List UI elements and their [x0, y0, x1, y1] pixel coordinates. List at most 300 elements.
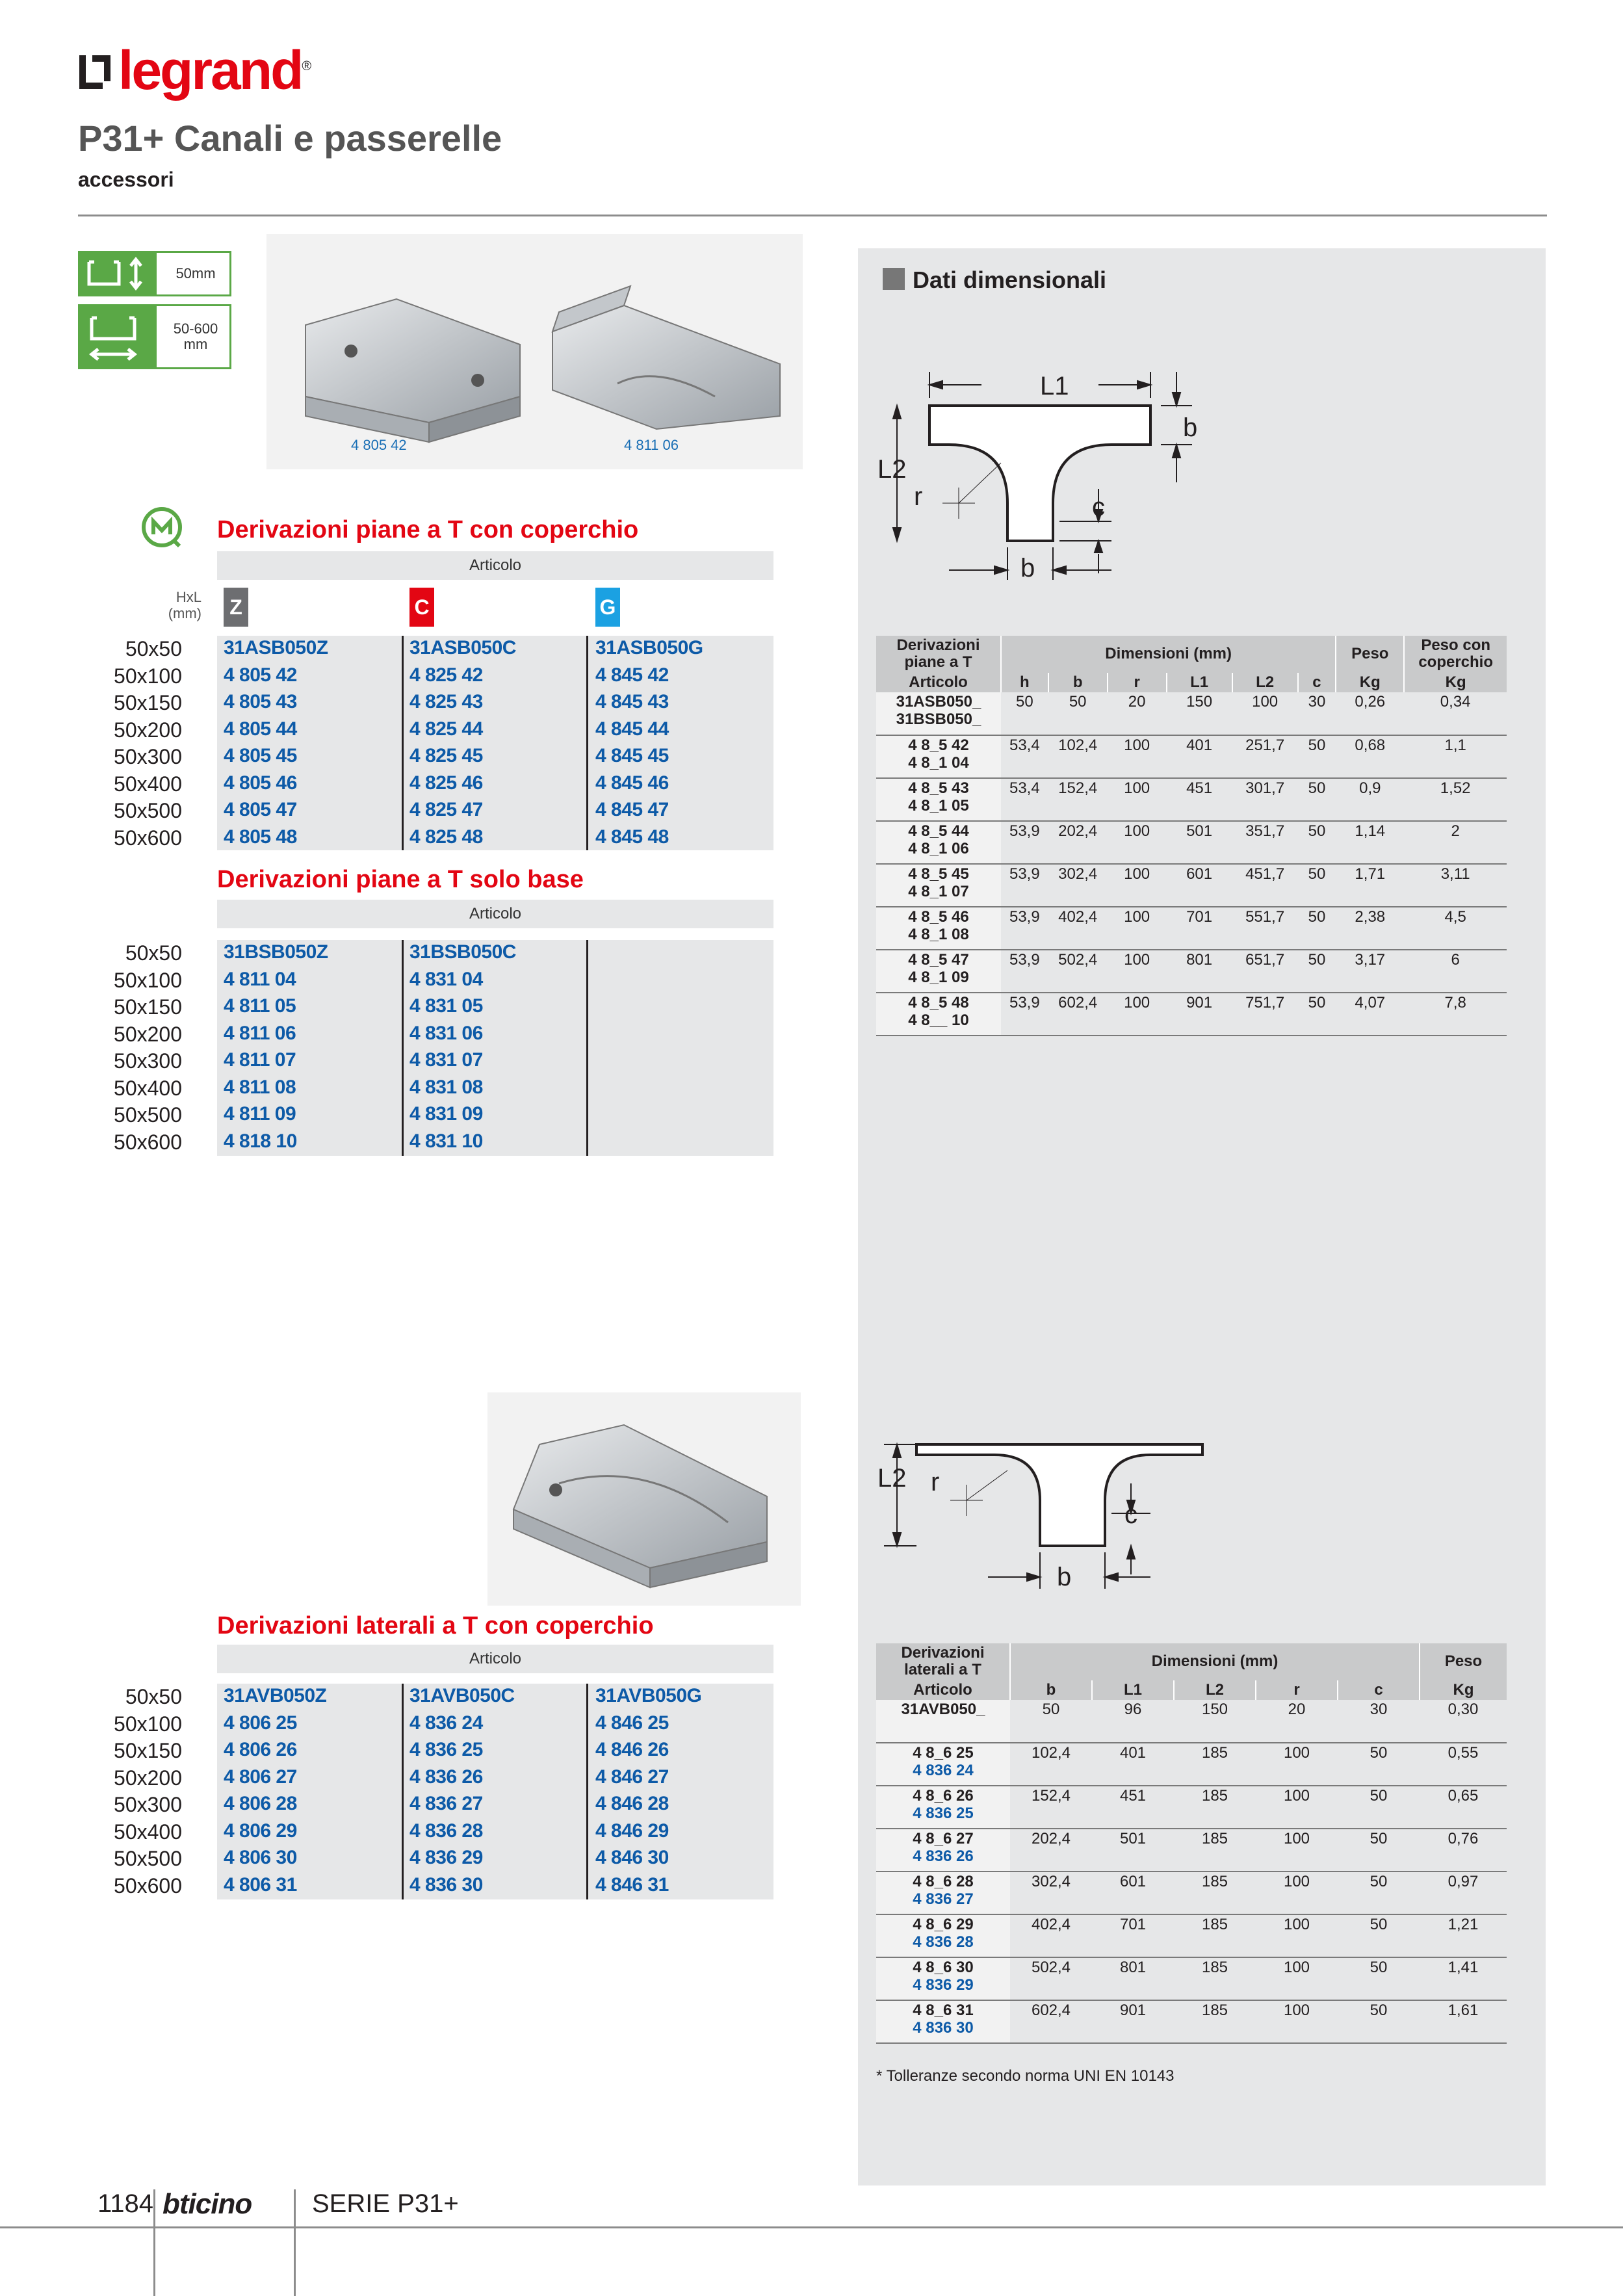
article-code: 31BSB050C	[409, 941, 516, 963]
value-cell: 6	[1404, 950, 1507, 993]
articolo-header: Articolo	[217, 900, 773, 928]
table-row	[876, 1957, 1507, 2000]
panel-title: Dati dimensionali	[913, 267, 1107, 293]
page-title: P31+ Canali e passerelle	[78, 118, 502, 159]
article-code: 4 811 05	[224, 995, 296, 1017]
section-title: Derivazioni piane a T solo base	[217, 866, 584, 893]
article-code-alt: 4 836 27	[913, 1890, 974, 1908]
value-cell: 451,7	[1232, 864, 1298, 907]
lateral-tee-photo	[487, 1392, 801, 1606]
article-code: 4 845 45	[595, 745, 669, 766]
value-cell: 100	[1256, 1786, 1338, 1829]
height-icon	[80, 253, 157, 294]
lateral-tee-shape-drawing	[877, 1418, 1267, 1613]
table-row	[876, 907, 1507, 950]
size-label: 50x200	[114, 1022, 182, 1046]
article-code: 4 846 25	[595, 1712, 669, 1734]
article-code: 4 846 29	[595, 1820, 669, 1842]
article-cell	[876, 1914, 1010, 1957]
value-cell: 4,07	[1336, 993, 1404, 1036]
value-cell: 1,52	[1404, 778, 1507, 821]
value-cell: 501	[1092, 1829, 1174, 1872]
dim-label-c: c	[1092, 493, 1105, 521]
article-code-alt: 31BSB050_	[896, 710, 981, 728]
value-cell: 0,26	[1336, 692, 1404, 735]
article-code-alt: 4 8_1 08	[908, 925, 969, 943]
value-cell: 2	[1404, 821, 1507, 864]
size-label: 50x150	[114, 995, 182, 1019]
size-label: 50x600	[114, 1873, 182, 1898]
column-header: Articolo	[876, 673, 1001, 692]
column-header: Kg	[1404, 673, 1507, 692]
article-code: 4 825 42	[409, 664, 483, 686]
column-header: Kg	[1336, 673, 1404, 692]
size-label: 50x150	[114, 691, 182, 714]
value-cell: 0,65	[1420, 1786, 1507, 1829]
dim-label-b: b	[1020, 554, 1035, 582]
article-code: 4 825 46	[409, 772, 483, 794]
table-row	[876, 950, 1507, 993]
hxl-label: HxL (mm)	[168, 589, 201, 622]
value-cell: 53,9	[1001, 950, 1048, 993]
article-code: 4 836 29	[409, 1847, 483, 1868]
column-header: L1	[1167, 673, 1232, 692]
article-code: 4 825 43	[409, 691, 483, 712]
value-cell: 152,4	[1010, 1786, 1092, 1829]
article-code: 31BSB050Z	[224, 941, 328, 963]
section3-table	[217, 1684, 773, 1899]
column-header: r	[1256, 1680, 1338, 1700]
value-cell: 1,61	[1420, 2000, 1507, 2043]
value-cell: 0,9	[1336, 778, 1404, 821]
size-label: 50x100	[114, 968, 182, 992]
series-label: SERIE P31+	[312, 2189, 459, 2218]
article-code: 4 805 43	[224, 691, 297, 712]
size-label: 50x150	[114, 1739, 182, 1762]
article-code: 4 846 30	[595, 1847, 669, 1868]
section1-table	[217, 636, 773, 850]
size-label: 50x300	[114, 745, 182, 768]
article-code: 4 806 25	[224, 1712, 297, 1734]
article-code: 4 836 27	[409, 1793, 483, 1814]
article-code: 4 8_5 42	[908, 737, 969, 755]
size-label: 50x300	[114, 1049, 182, 1073]
article-code: 4 846 28	[595, 1793, 669, 1814]
value-cell: 601	[1092, 1872, 1174, 1914]
value-cell: 50	[1338, 1914, 1420, 1957]
table-laterali	[876, 1643, 1507, 2044]
height-spec-label: 50mm	[175, 265, 216, 281]
dim-label-r: r	[914, 482, 923, 511]
value-cell: 100	[1108, 864, 1167, 907]
table-row	[876, 2000, 1507, 2043]
dimension-table-piane	[876, 636, 1507, 1036]
value-cell: 53,9	[1001, 907, 1048, 950]
article-cell	[876, 821, 1001, 864]
article-code: 4 831 04	[409, 968, 483, 990]
value-cell: 30	[1338, 1700, 1420, 1743]
article-code: 4 8_5 44	[908, 822, 969, 841]
article-code-alt: 4 8_1 06	[908, 839, 969, 857]
article-code: 4 806 28	[224, 1793, 297, 1814]
value-cell: 100	[1256, 2000, 1338, 2043]
th-weight: Peso	[1336, 636, 1404, 673]
size-label: 50x50	[125, 637, 182, 660]
article-code: 31AVB050Z	[224, 1685, 327, 1706]
table-row	[876, 692, 1507, 735]
value-cell: 185	[1174, 1914, 1256, 1957]
value-cell: 53,9	[1001, 821, 1048, 864]
lateral-tee-photo-icon	[487, 1392, 801, 1606]
value-cell: 501	[1167, 821, 1232, 864]
value-cell: 53,9	[1001, 993, 1048, 1036]
article-code: 4 825 44	[409, 718, 483, 740]
value-cell: 651,7	[1232, 950, 1298, 993]
value-cell: 1,21	[1420, 1914, 1507, 1957]
value-cell: 751,7	[1232, 993, 1298, 1036]
page-number: 1184	[97, 2189, 154, 2218]
value-cell: 102,4	[1048, 735, 1108, 778]
article-code: 31ASB050C	[409, 637, 516, 659]
article-cell	[876, 1700, 1010, 1743]
article-code: 4 831 07	[409, 1049, 483, 1071]
article-code: 4 805 45	[224, 745, 297, 766]
value-cell: 401	[1167, 735, 1232, 778]
article-cell	[876, 2000, 1010, 2043]
article-code: 4 8_6 25	[913, 1744, 974, 1762]
value-cell: 4,5	[1404, 907, 1507, 950]
article-code: 4 811 09	[224, 1103, 296, 1125]
lateral-tee-dimension-diagram	[877, 1418, 1267, 1613]
article-code: 4 825 47	[409, 799, 483, 820]
value-cell: 53,9	[1001, 864, 1048, 907]
column-divider	[402, 1684, 404, 1899]
value-cell: 100	[1256, 1743, 1338, 1786]
article-code: 4 8_5 47	[908, 951, 969, 969]
value-cell: 50	[1298, 993, 1336, 1036]
dim-label-b: b	[1183, 413, 1198, 442]
value-cell: 185	[1174, 1829, 1256, 1872]
column-header: b	[1010, 1680, 1092, 1700]
size-label: 50x600	[114, 826, 182, 850]
article-code: 4 836 26	[409, 1766, 483, 1788]
article-code-alt: 4 8_1 04	[908, 753, 969, 772]
table-row	[876, 1786, 1507, 1829]
footer-separator	[153, 2189, 155, 2296]
value-cell: 50	[1048, 692, 1108, 735]
width-spec-card	[78, 304, 231, 369]
articolo-header: Articolo	[217, 551, 773, 580]
article-code: 4 8_5 43	[908, 779, 969, 798]
value-cell: 20	[1256, 1700, 1338, 1743]
dim-label-r: r	[931, 1468, 940, 1496]
value-cell: 185	[1174, 1743, 1256, 1786]
value-cell: 801	[1092, 1957, 1174, 2000]
value-cell: 50	[1338, 1743, 1420, 1786]
dim-label-L2: L2	[877, 1464, 907, 1493]
value-cell: 100	[1108, 821, 1167, 864]
value-cell: 53,4	[1001, 735, 1048, 778]
value-cell: 100	[1232, 692, 1298, 735]
dim-label-b: b	[1057, 1563, 1072, 1591]
value-cell: 50	[1010, 1700, 1092, 1743]
value-cell: 50	[1298, 821, 1336, 864]
article-code: 31ASB050_	[896, 693, 981, 711]
value-cell: 1,14	[1336, 821, 1404, 864]
size-label: 50x50	[125, 941, 182, 965]
th-weight: Peso	[1420, 1643, 1507, 1680]
value-cell: 100	[1256, 1914, 1338, 1957]
article-code: 31AVB050C	[409, 1685, 515, 1706]
value-cell: 0,30	[1420, 1700, 1507, 1743]
column-divider	[586, 636, 588, 850]
article-cell	[876, 1872, 1010, 1914]
table-row	[876, 1829, 1507, 1872]
article-code: 4 845 48	[595, 826, 669, 848]
column-header: b	[1048, 673, 1108, 692]
table-row	[876, 735, 1507, 778]
article-code: 4 806 30	[224, 1847, 297, 1868]
article-code: 4 8_6 30	[913, 1959, 974, 1977]
imq-mark-icon	[139, 504, 185, 553]
column-header: Articolo	[876, 1680, 1010, 1700]
value-cell: 351,7	[1232, 821, 1298, 864]
value-cell: 50	[1338, 1872, 1420, 1914]
value-cell: 50	[1338, 1786, 1420, 1829]
article-code: 4 8_6 29	[913, 1916, 974, 1934]
article-code: 31ASB050G	[595, 637, 703, 659]
column-header: h	[1001, 673, 1048, 692]
article-code: 4 805 47	[224, 799, 297, 820]
value-cell: 50	[1298, 950, 1336, 993]
value-cell: 0,34	[1404, 692, 1507, 735]
article-code: 4 831 06	[409, 1022, 483, 1044]
article-code: 4 818 10	[224, 1130, 297, 1152]
value-cell: 1,41	[1420, 1957, 1507, 2000]
value-cell: 50	[1298, 907, 1336, 950]
value-cell: 100	[1108, 778, 1167, 821]
header-divider	[78, 215, 1547, 216]
section2-table	[217, 940, 773, 1156]
value-cell: 102,4	[1010, 1743, 1092, 1786]
article-code: 4 846 27	[595, 1766, 669, 1788]
size-label: 50x500	[114, 1103, 182, 1127]
article-cell	[876, 735, 1001, 778]
dim-label-c: c	[1124, 1500, 1137, 1529]
column-divider	[586, 940, 588, 1156]
dim-label-L1: L1	[1040, 372, 1069, 400]
value-cell: 100	[1256, 1957, 1338, 2000]
section-title: Derivazioni laterali a T con coperchio	[217, 1612, 654, 1639]
article-code: 4 846 31	[595, 1873, 669, 1896]
article-code: 4 806 26	[224, 1739, 297, 1760]
article-code: 4 836 24	[409, 1712, 483, 1734]
article-cell	[876, 1829, 1010, 1872]
size-label: 50x600	[114, 1130, 182, 1154]
value-cell: 150	[1174, 1700, 1256, 1743]
article-code: 4 836 28	[409, 1820, 483, 1842]
value-cell: 1,1	[1404, 735, 1507, 778]
article-code: 4 825 48	[409, 826, 483, 848]
article-code: 4 845 46	[595, 772, 669, 794]
value-cell: 185	[1174, 1786, 1256, 1829]
value-cell: 100	[1108, 735, 1167, 778]
value-cell: 602,4	[1048, 993, 1108, 1036]
table-row	[876, 778, 1507, 821]
value-cell: 0,76	[1420, 1829, 1507, 1872]
table-row	[876, 864, 1507, 907]
article-code: 31AVB050_	[901, 1701, 985, 1719]
value-cell: 100	[1108, 907, 1167, 950]
value-cell: 30	[1298, 692, 1336, 735]
article-code: 4 805 42	[224, 664, 297, 686]
bticino-logo: bticino	[162, 2188, 252, 2220]
size-label: 50x400	[114, 1076, 182, 1100]
table-row	[876, 1872, 1507, 1914]
value-cell: 701	[1092, 1914, 1174, 1957]
value-cell: 251,7	[1232, 735, 1298, 778]
value-cell: 502,4	[1010, 1957, 1092, 2000]
article-cell	[876, 1957, 1010, 2000]
article-code: 4 845 47	[595, 799, 669, 820]
article-code: 4 845 43	[595, 691, 669, 712]
value-cell: 3,17	[1336, 950, 1404, 993]
value-cell: 401	[1092, 1743, 1174, 1786]
value-cell: 302,4	[1048, 864, 1108, 907]
article-code: 4 8_6 31	[913, 2002, 974, 2020]
value-cell: 50	[1298, 778, 1336, 821]
value-cell: 50	[1298, 864, 1336, 907]
tee-tray-photo-icon	[266, 234, 803, 469]
value-cell: 185	[1174, 1872, 1256, 1914]
column-divider	[402, 636, 404, 850]
height-spec-card	[78, 251, 231, 296]
page-subtitle: accessori	[78, 168, 174, 191]
value-cell: 100	[1108, 950, 1167, 993]
article-code: 4 805 48	[224, 826, 297, 848]
column-header: Kg	[1420, 1680, 1507, 1700]
value-cell: 50	[1001, 692, 1048, 735]
value-cell: 202,4	[1010, 1829, 1092, 1872]
column-header: L2	[1174, 1680, 1256, 1700]
value-cell: 1,71	[1336, 864, 1404, 907]
article-code-alt: 4 8_1 05	[908, 796, 969, 815]
value-cell: 451	[1167, 778, 1232, 821]
value-cell: 701	[1167, 907, 1232, 950]
value-cell: 502,4	[1048, 950, 1108, 993]
article-code-alt: 4 836 26	[913, 1847, 974, 1865]
article-code-alt: 4 8__ 10	[908, 1011, 969, 1029]
article-code: 4 836 30	[409, 1873, 483, 1896]
article-code: 4 805 46	[224, 772, 297, 794]
table-row	[876, 821, 1507, 864]
dimension-table-laterali	[876, 1643, 1507, 2044]
table-row	[876, 993, 1507, 1036]
table-row	[876, 1743, 1507, 1786]
photo-caption: 4 811 06	[624, 437, 679, 453]
size-label: 50x50	[125, 1685, 182, 1708]
article-code: 4 805 44	[224, 718, 297, 740]
value-cell: 551,7	[1232, 907, 1298, 950]
value-cell: 3,11	[1404, 864, 1507, 907]
value-cell: 901	[1092, 2000, 1174, 2043]
value-cell: 150	[1167, 692, 1232, 735]
article-code: 4 811 08	[224, 1076, 296, 1098]
article-code: 4 8_6 28	[913, 1873, 974, 1891]
brand-logo: legrand®	[78, 43, 309, 98]
size-label: 50x100	[114, 664, 182, 688]
width-spec-label: 50-600 mm	[173, 320, 218, 352]
article-code-alt: 4 836 28	[913, 1933, 974, 1951]
article-code: 4 811 07	[224, 1049, 296, 1071]
value-cell: 901	[1167, 993, 1232, 1036]
value-cell: 601	[1167, 864, 1232, 907]
table-piane	[876, 636, 1507, 1036]
value-cell: 53,4	[1001, 778, 1048, 821]
value-cell: 0,55	[1420, 1743, 1507, 1786]
article-code: 4 8_5 46	[908, 908, 969, 926]
size-label: 50x200	[114, 718, 182, 742]
value-cell: 100	[1256, 1872, 1338, 1914]
value-cell: 0,68	[1336, 735, 1404, 778]
article-cell	[876, 778, 1001, 821]
value-cell: 152,4	[1048, 778, 1108, 821]
column-header: L1	[1092, 1680, 1174, 1700]
article-code: 4 8_6 26	[913, 1787, 974, 1805]
dim-label-L2: L2	[877, 455, 907, 484]
size-label: 50x400	[114, 772, 182, 796]
value-cell: 2,38	[1336, 907, 1404, 950]
article-code: 31AVB050G	[595, 1685, 702, 1706]
value-cell: 100	[1108, 993, 1167, 1036]
size-label: 50x500	[114, 799, 182, 822]
th-weight-cover: Peso con coperchio	[1404, 636, 1507, 673]
article-code: 4 846 26	[595, 1739, 669, 1760]
article-cell	[876, 993, 1001, 1036]
article-code: 4 845 42	[595, 664, 669, 686]
value-cell: 302,4	[1010, 1872, 1092, 1914]
article-code-alt: 4 836 25	[913, 1804, 974, 1822]
size-label: 50x200	[114, 1766, 182, 1790]
column-header: c	[1338, 1680, 1420, 1700]
article-code: 4 836 25	[409, 1739, 483, 1760]
value-cell: 0,97	[1420, 1872, 1507, 1914]
th-group: Derivazioni piane a T	[876, 636, 1001, 673]
article-cell	[876, 907, 1001, 950]
article-code-alt: 4 836 24	[913, 1761, 974, 1779]
value-cell: 96	[1092, 1700, 1174, 1743]
article-code: 4 831 09	[409, 1103, 483, 1125]
value-cell: 602,4	[1010, 2000, 1092, 2043]
value-cell: 100	[1256, 1829, 1338, 1872]
article-cell	[876, 864, 1001, 907]
finish-c-badge: C	[409, 588, 434, 627]
article-code: 4 811 04	[224, 968, 296, 990]
product-photos	[266, 234, 803, 469]
articolo-header: Articolo	[217, 1645, 773, 1673]
value-cell: 185	[1174, 1957, 1256, 2000]
article-code: 4 806 31	[224, 1873, 297, 1896]
th-dimensions: Dimensioni (mm)	[1010, 1643, 1420, 1680]
size-label: 50x400	[114, 1820, 182, 1844]
article-code: 4 831 08	[409, 1076, 483, 1098]
column-header: c	[1298, 673, 1336, 692]
article-code: 4 831 05	[409, 995, 483, 1017]
article-cell	[876, 1786, 1010, 1829]
value-cell: 301,7	[1232, 778, 1298, 821]
article-code-alt: 4 8_1 09	[908, 968, 969, 986]
tolerance-note: * Tolleranze secondo norma UNI EN 10143	[876, 2067, 1175, 2085]
